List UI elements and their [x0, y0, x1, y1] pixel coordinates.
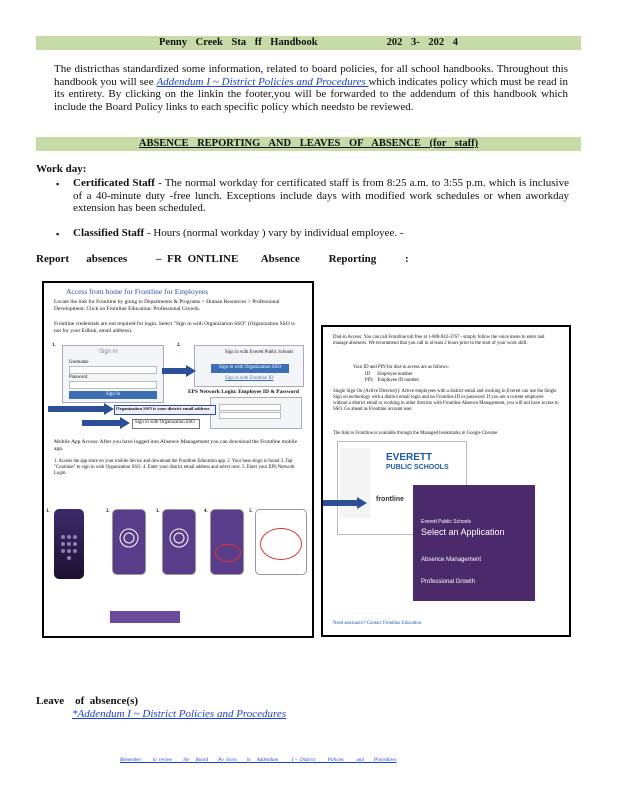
arrow-icon: [82, 417, 130, 429]
handbook-year: 202 3- 202 4: [386, 37, 458, 48]
id-line: ID Employee number: [365, 372, 413, 377]
sign-in-heading: Sign In: [99, 349, 118, 355]
leave-heading: Leave of absence(s): [36, 695, 139, 707]
assistance-footer: Need assistance? Contact Frontline Education: [333, 621, 422, 626]
arrow-icon: [48, 403, 114, 415]
classified-text: - Hours (normal workday ) vary by individual employee. -: [144, 227, 404, 239]
certificated-text: - The normal workday for certificated staff is from 8:25 a.m. to 3:55 p.m. which is inclusive of a 40-minute duty -free lunch. Exceptions include days with modified work schedules or when aworkday extension has been scheduled.: [73, 177, 569, 215]
eps-login-panel: [210, 397, 302, 429]
workday-heading: Work day:: [36, 163, 87, 175]
username-label: Username: [69, 360, 89, 365]
phone-step-4: 4.: [204, 509, 208, 514]
sso-panel: [194, 345, 304, 387]
sso-text: Single Sign On (Active Directory): Active employees with a district email and working in Everett can use the Single Sign on technology with a district email login and no Frontline ID or password. If you are a current employee without a district email or working in other districts with Frontline Absence Management, you will not have access to SSO. Go ahead as Frontline account user.: [333, 389, 559, 412]
phone-login-screen: [255, 509, 307, 575]
workday-certificated: [73, 177, 569, 215]
pin-line: PIN Employee ID number: [365, 378, 420, 383]
leave-addendum-link[interactable]: *Addendum I ~ District Policies and Procedures: [72, 708, 287, 720]
sso-button[interactable]: Sign in with Organization SSO: [211, 364, 289, 373]
phone-email-screen: [210, 509, 244, 575]
square-bullet-icon: ▪: [56, 229, 60, 239]
phone-keypad-screen: [54, 509, 84, 579]
section-title: ABSENCE REPORTING AND LEAVES OF ABSENCE (for staff): [138, 138, 479, 149]
bookmark-note: The link to Frontline is available through the Managed bookmarks in Google Chrome: [333, 431, 498, 436]
handbook-header-bar: [36, 36, 581, 50]
frontline-logo: [376, 492, 416, 510]
app-title: Select an Application: [421, 527, 505, 537]
everett-logo-text-1: EVERETT: [386, 452, 433, 463]
login-field-highlight: [260, 528, 302, 560]
keypad-icon: [54, 509, 84, 579]
intro-text-start: The districthas standardized some information, related to board policies, for all school handbooks. Throughout this handbook you will see: [54, 63, 568, 88]
phone-caption-bar: [110, 611, 180, 623]
app-absence-management[interactable]: Absence Management: [421, 557, 482, 563]
phone-step-2: 2.: [106, 509, 110, 514]
square-bullet-icon: ▪: [56, 179, 60, 189]
sso-email-label: Organization SSO is your district email address: [116, 406, 210, 411]
workday-classified: [73, 227, 569, 240]
phone-step-3: 3.: [156, 509, 160, 514]
password-label: Password: [69, 375, 88, 380]
pin-intro: Your ID and PIN for dial-in access are as follows:: [353, 365, 449, 370]
select-application-panel: [413, 485, 535, 601]
step-1-label: 1.: [52, 343, 56, 348]
handbook-title: Penny Creek Sta ff Handbook: [159, 37, 318, 48]
frontline-dial-in-image: [321, 325, 571, 637]
phone-continue-screen: [162, 509, 196, 575]
dial-in-text: Dial-in Access: You can call Frontline toll free at 1-800-942-3767 - simply follow the voice menu to enter and manage absences. We recommend that you call in at least 2 hours prior to the start of your work shift.: [333, 335, 545, 346]
eps-username-field[interactable]: [219, 404, 281, 411]
app-professional-growth[interactable]: Professional Growth: [421, 579, 476, 585]
sign-in-sso-chip-label: Sign in with Organization SSO: [135, 420, 195, 425]
arrow-icon: [323, 497, 367, 509]
intro-text-end: which indicates policy which must be read in its entirety. By clicking on the linkin the footer,you will be forwarded to the addendum of this handbook which include the Board Policy links to each specific policy which needsto be reviewed.: [54, 75, 568, 113]
sign-in-button[interactable]: Sign In: [69, 391, 157, 399]
phone-step-5: 5.: [249, 509, 253, 514]
phone-step-1: 1.: [46, 509, 50, 514]
fingerprint-icon: [163, 510, 195, 574]
section-bar-absence: [36, 137, 581, 151]
sso-title: Sign in with Everett Public Schools: [225, 350, 294, 355]
frontline-brand: frontline: [376, 496, 404, 503]
certificated-label: Certificated Staff: [73, 177, 155, 189]
app-district: Everett Public Schools: [421, 519, 472, 525]
intro-paragraph: [54, 63, 568, 113]
sign-in-panel: [62, 345, 164, 403]
instructions-p2: Frontline credentials are not required for login. Select "Sign in with Organization SSO" (Organization SSO is not for your Edlink, email address).: [54, 321, 295, 334]
frontline-id-link[interactable]: Sign in with Frontline ID: [225, 376, 274, 381]
everett-logo-text-2: PUBLIC SCHOOLS: [386, 464, 449, 471]
footer-addendum-link[interactable]: Remember to review the Board Po licies in Addendum I ~ District Policies and Procedures: [120, 758, 397, 763]
step-2-label: 2.: [177, 343, 181, 348]
mobile-access-text: Mobile App Access: After you have logged into Absence Management you can download the Frontline mobile app.: [54, 439, 298, 452]
eps-password-field[interactable]: [219, 412, 281, 419]
fingerprint-icon: [113, 510, 145, 574]
email-input-highlight: [215, 544, 241, 562]
password-field[interactable]: [69, 381, 157, 389]
instructions-title: Access from home for Frontline for Employees: [66, 287, 209, 296]
eps-login-label: EPS Network Login: Employee ID & Password: [188, 389, 299, 395]
frontline-access-instructions-image: [42, 281, 314, 638]
classified-label: Classified Staff: [73, 227, 145, 239]
username-field[interactable]: [69, 366, 157, 374]
mobile-steps-text: 1. Access the app store on your mobile device and download the Frontline Education app. 2. Your boss slogo is found 3. Tap "Continue" to sign in with Organization SSO. 4. Enter your district email address and select next. 5. Enter your EPS Network Login.: [54, 459, 295, 476]
instructions-p1: Locate the link for Frontline by going to Departments & Programs > Human Resources > Professional Development. Click on Frontline Education: Professional Growth.: [54, 299, 280, 312]
phone-fingerprint-screen: [112, 509, 146, 575]
arrow-icon: [162, 365, 196, 377]
report-absences-heading: Report absences – FR ONTLINE Absence Reporting :: [36, 253, 409, 265]
addendum-link[interactable]: Addendum I ~ District Policies and Procedures: [156, 75, 369, 88]
